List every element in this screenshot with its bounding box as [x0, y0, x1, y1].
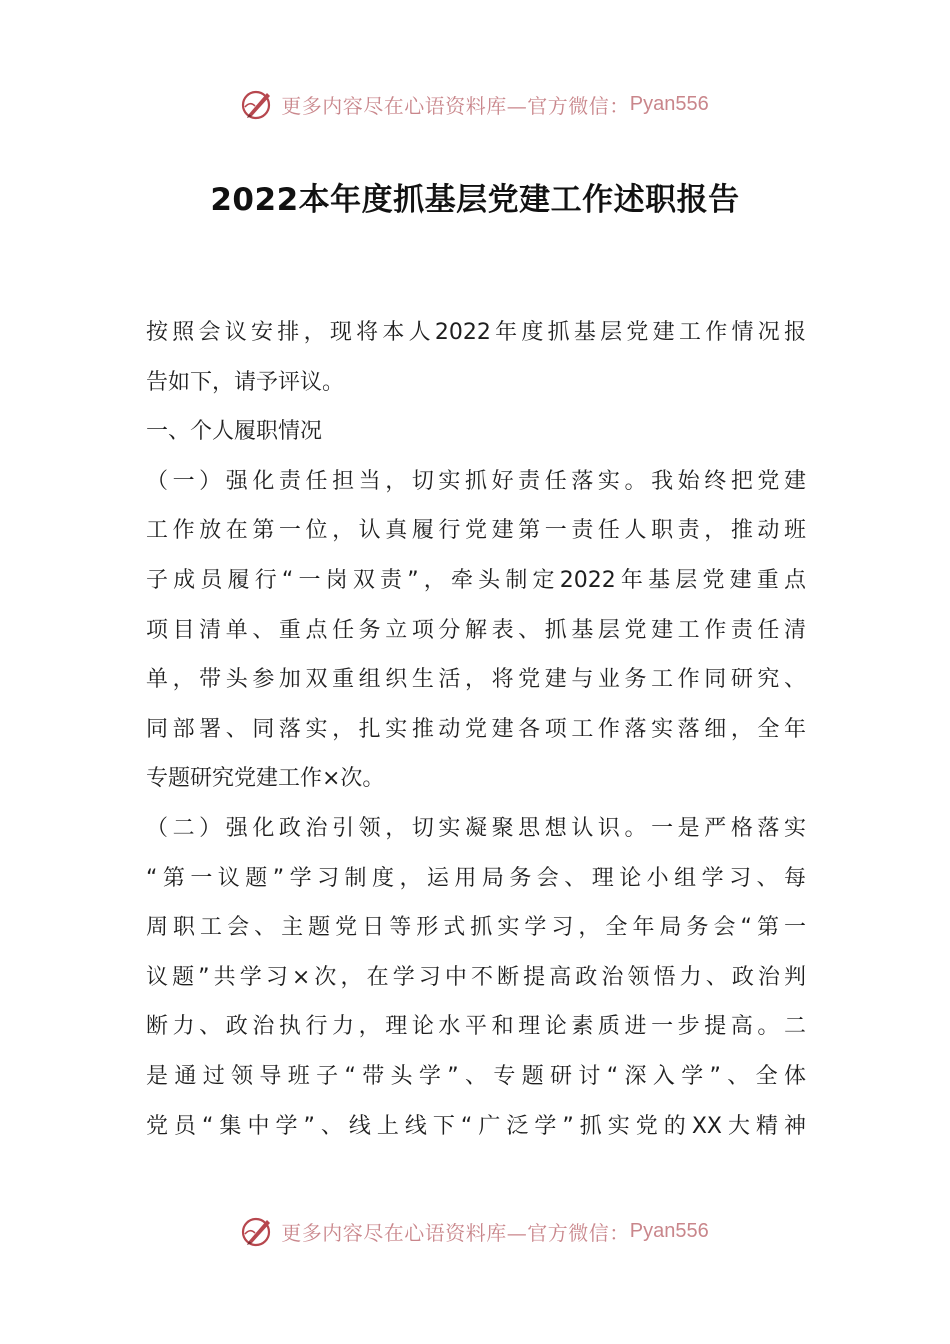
body-line: 是通过领导班子“带头学”、专题研讨“深入学”、全体 — [146, 1063, 806, 1089]
body-line: 子成员履行“一岗双责”，牵头制定2022年基层党建重点 — [146, 567, 806, 593]
watermark-wechat-id: Pyan556 — [629, 1219, 709, 1242]
body-line: 工作放在第一位，认真履行党建第一责任人职责，推动班 — [146, 518, 806, 544]
watermark-wechat-id: Pyan556 — [629, 92, 709, 115]
pen-logo-icon — [241, 1214, 275, 1248]
watermark-banner-top — [0, 84, 950, 124]
body-line: 周职工会、主题党日等形式抓实学习，全年局务会“第一 — [146, 915, 806, 941]
body-line: 同部署、同落实，扎实推动党建各项工作落实落细，全年 — [146, 716, 806, 742]
watermark-text: 更多内容尽在心语资料库—官方微信： — [281, 1220, 630, 1245]
watermark-text: 更多内容尽在心语资料库—官方微信： — [281, 93, 630, 118]
body-line: 告如下，请予评议。 — [146, 369, 345, 395]
section-heading: 一、个人履职情况 — [146, 419, 323, 445]
body-line: 党员“集中学”、线上线下“广泛学”抓实党的XX大精神 — [146, 1113, 806, 1139]
body-line: 断力、政治执行力，理论水平和理论素质进一步提高。二 — [146, 1014, 806, 1040]
document-title: 2022本年度抓基层党建工作述职报告 — [210, 182, 740, 218]
body-line: 专题研究党建工作×次。 — [146, 766, 385, 792]
body-line: 议题”共学习×次，在学习中不断提高政治领悟力、政治判 — [146, 964, 806, 990]
pen-logo-icon — [241, 87, 275, 121]
watermark-banner-bottom — [0, 1211, 950, 1251]
body-line: （二）强化政治引领，切实凝聚思想认识。一是严格落实 — [146, 815, 806, 841]
body-line: “第一议题”学习制度，运用局务会、理论小组学习、每 — [146, 865, 806, 891]
body-line: （一）强化责任担当，切实抓好责任落实。我始终把党建 — [146, 468, 806, 494]
body-line: 项目清单、重点任务立项分解表、抓基层党建工作责任清 — [146, 617, 806, 643]
document-body — [146, 308, 806, 1151]
body-line: 单，带头参加双重组织生活，将党建与业务工作同研究、 — [146, 667, 806, 693]
body-line: 按照会议安排，现将本人2022年度抓基层党建工作情况报 — [146, 320, 806, 345]
